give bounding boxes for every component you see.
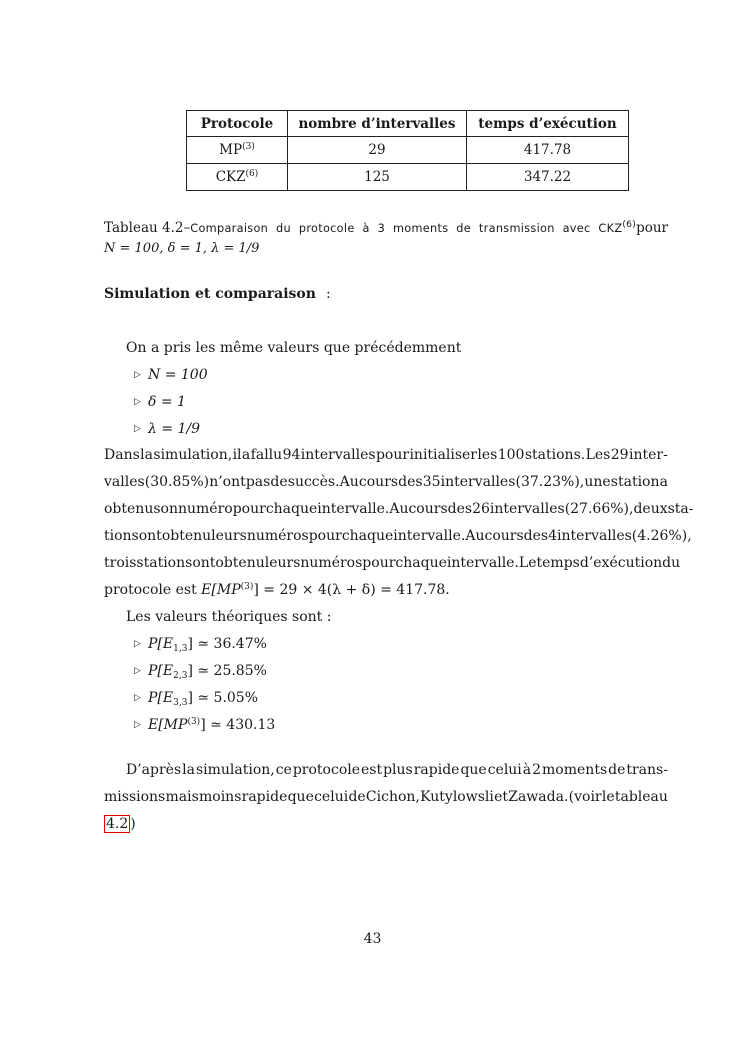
- page-number: 43: [363, 931, 382, 947]
- word: la: [140, 447, 153, 463]
- word: obtenu: [104, 501, 154, 517]
- protocol-name: MP: [219, 142, 243, 158]
- word: trois: [104, 555, 137, 571]
- header-intervals: nombre d’intervalles: [288, 111, 467, 137]
- word: chaque: [341, 528, 394, 544]
- word: simulation,: [195, 762, 275, 778]
- word: son: [153, 501, 178, 517]
- word: a: [241, 447, 251, 463]
- word: trans-: [626, 762, 668, 778]
- word: de: [348, 789, 366, 805]
- table-cell-intervals: 29: [288, 137, 467, 164]
- list-item: [134, 636, 267, 652]
- protocol-superscript: (3): [242, 142, 255, 152]
- word: (37.23%),: [515, 474, 585, 490]
- word: une: [584, 474, 611, 490]
- caption-text-body: Comparaison du protocole à 3 moments de transmission avec CKZ: [190, 222, 623, 235]
- list-item: [134, 394, 186, 410]
- comparison-table: [186, 110, 629, 191]
- word: à: [522, 762, 532, 778]
- list-item: [134, 421, 200, 437]
- word: rapide: [241, 789, 288, 805]
- word: intervalle.: [446, 555, 519, 571]
- word: 29: [610, 447, 629, 463]
- word: ce: [275, 762, 292, 778]
- word: chaque: [265, 501, 318, 517]
- word: de: [270, 474, 288, 490]
- theory-subscript: 1,3: [173, 644, 188, 654]
- section-title-colon: :: [325, 286, 331, 302]
- word: pour: [375, 447, 410, 463]
- word: cours: [484, 528, 524, 544]
- paragraph2-line: [104, 789, 668, 805]
- caption-label: Tableau 4.2: [104, 220, 184, 236]
- theory-subscript: 3,3: [173, 698, 188, 708]
- table-row: [187, 164, 629, 191]
- word: intervalles: [440, 474, 516, 490]
- word: les: [477, 447, 498, 463]
- word: inter-: [628, 447, 668, 463]
- paragraph1-line: [104, 501, 694, 517]
- triangle-bullet-icon: ▷: [134, 424, 141, 434]
- word: numéros: [246, 528, 309, 544]
- word: leurs: [264, 555, 301, 571]
- paragraph1-line: [104, 528, 692, 544]
- word: (30.85%): [144, 474, 210, 490]
- param-lambda: λ = 1/9: [148, 421, 201, 437]
- paragraph1-last-prefix: protocole est: [104, 582, 202, 598]
- table-cell-protocol: [187, 137, 288, 164]
- word: cours: [408, 501, 448, 517]
- word: leurs: [211, 528, 247, 544]
- list-item: [134, 367, 208, 383]
- word: Au: [465, 528, 485, 544]
- word: Dans: [104, 447, 140, 463]
- paragraph2-line: [126, 762, 668, 778]
- section-title-text: Simulation et comparaison: [104, 286, 316, 302]
- word: moins: [199, 789, 242, 805]
- triangle-bullet-icon: ▷: [134, 693, 141, 703]
- header-protocole: Protocole: [187, 111, 288, 137]
- table-header-row: [187, 111, 629, 137]
- word: celui: [314, 789, 349, 805]
- word: intervalle.: [317, 501, 390, 517]
- word: sta-: [667, 501, 694, 517]
- word: stations.: [524, 447, 586, 463]
- word: succès.: [287, 474, 340, 490]
- theory-lhs: P[E: [148, 663, 174, 679]
- param-n: N = 100: [148, 367, 208, 383]
- word: stations: [136, 555, 193, 571]
- word: intervalle.: [393, 528, 466, 544]
- word: intervalles: [300, 447, 376, 463]
- word: intervalles: [557, 528, 632, 544]
- word: Zawada.: [508, 789, 569, 805]
- word: le: [601, 789, 615, 805]
- word: initialiser: [409, 447, 477, 463]
- word: 94: [282, 447, 301, 463]
- word: deux: [633, 501, 668, 517]
- header-time: temps d’exécution: [467, 111, 629, 137]
- list-item: [134, 717, 275, 733]
- word: Cichon,: [365, 789, 420, 805]
- word: la: [182, 762, 195, 778]
- word: intervalles: [489, 501, 565, 517]
- word: 4: [548, 528, 558, 544]
- word: simulation,: [153, 447, 233, 463]
- table-reference-link[interactable]: 4.2: [106, 816, 129, 832]
- word: pas: [245, 474, 271, 490]
- paragraph1-last-line: [104, 582, 450, 598]
- paragraph1-line: [104, 474, 668, 490]
- triangle-bullet-icon: ▷: [134, 666, 141, 676]
- word: obtenu: [161, 528, 212, 544]
- word: (voir: [568, 789, 602, 805]
- word: du: [662, 555, 681, 571]
- word: valles: [104, 474, 145, 490]
- theory-rhs: ] ≃ 25.85%: [187, 663, 267, 679]
- theory-subscript: 2,3: [173, 671, 188, 681]
- word: (4.26%),: [631, 528, 692, 544]
- paragraph1-line: [104, 555, 681, 571]
- word: tableau: [614, 789, 668, 805]
- triangle-bullet-icon: ▷: [134, 397, 141, 407]
- word: pour: [308, 528, 342, 544]
- word: obtenu: [215, 555, 265, 571]
- word: d’exécution: [579, 555, 663, 571]
- formula-superscript: (3): [240, 582, 254, 592]
- theory-rhs: ] ≃ 5.05%: [187, 690, 259, 706]
- word: 100: [497, 447, 525, 463]
- formula-rest: ] = 29 × 4(λ + δ) = 417.78.: [253, 582, 450, 598]
- word: pour: [362, 555, 396, 571]
- word: des: [398, 474, 423, 490]
- word: Kutylowsli: [420, 789, 494, 805]
- table-cell-intervals: 125: [288, 164, 467, 191]
- word: celui: [487, 762, 522, 778]
- formula-expected-time: E[MP: [201, 582, 241, 598]
- caption-params: N = 100, δ = 1, λ = 1/9: [104, 241, 260, 256]
- word: que: [287, 789, 314, 805]
- word: station: [610, 474, 660, 490]
- param-delta: δ = 1: [148, 394, 186, 410]
- table-cell-time: 417.78: [467, 137, 629, 164]
- word: est: [361, 762, 383, 778]
- word: que: [460, 762, 487, 778]
- paragraph2-last-line: [104, 816, 136, 832]
- word: Les: [585, 447, 611, 463]
- caption-superscript: (6): [622, 220, 637, 230]
- word: ont: [192, 555, 216, 571]
- caption-text: [190, 222, 636, 235]
- caption-tail: pour: [636, 220, 668, 236]
- word: temps: [536, 555, 580, 571]
- paragraph1-line: [104, 447, 668, 463]
- list-item: [134, 663, 267, 679]
- word: moments: [542, 762, 608, 778]
- word: numéro: [177, 501, 233, 517]
- theory-rhs: ] ≃ 430.13: [200, 717, 276, 733]
- word: chaque: [395, 555, 447, 571]
- word: D’après: [126, 762, 182, 778]
- theory-superscript: (3): [187, 717, 201, 727]
- triangle-bullet-icon: ▷: [134, 720, 141, 730]
- list-item: [134, 690, 258, 706]
- theory-lhs: P[E: [148, 636, 174, 652]
- word: Au: [339, 474, 359, 490]
- theory-lhs: E[MP: [148, 717, 188, 733]
- word: Le: [518, 555, 537, 571]
- word: il: [232, 447, 242, 463]
- word: missions: [104, 789, 166, 805]
- word: protocole: [292, 762, 361, 778]
- word: des: [523, 528, 549, 544]
- word: 35: [422, 474, 441, 490]
- word: mais: [165, 789, 199, 805]
- word: fallu: [250, 447, 283, 463]
- table-caption: [104, 220, 668, 236]
- word: de: [608, 762, 626, 778]
- word: plus: [383, 762, 413, 778]
- triangle-bullet-icon: ▷: [134, 639, 141, 649]
- theory-rhs: ] ≃ 36.47%: [187, 636, 267, 652]
- word: et: [494, 789, 508, 805]
- word: ont: [138, 528, 162, 544]
- word: n’ont: [209, 474, 246, 490]
- word: des: [447, 501, 473, 517]
- word: rapide: [413, 762, 460, 778]
- word: 26: [472, 501, 490, 517]
- word: pour: [232, 501, 266, 517]
- word: Au: [389, 501, 409, 517]
- word: tions: [104, 528, 139, 544]
- caption-dash: –: [183, 220, 191, 236]
- paragraph2-end: ): [130, 816, 136, 832]
- intro-text: On a pris les même valeurs que précédemment: [126, 340, 462, 356]
- protocol-name: CKZ: [215, 169, 246, 185]
- table-cell-time: 347.22: [467, 164, 629, 191]
- section-title: [104, 286, 331, 302]
- protocol-superscript: (6): [245, 169, 259, 179]
- table-row: [187, 137, 629, 164]
- word: cours: [358, 474, 399, 490]
- theory-intro: Les valeurs théoriques sont :: [126, 609, 332, 625]
- table-cell-protocol: [187, 164, 288, 191]
- word: numéros: [300, 555, 363, 571]
- theory-lhs: P[E: [148, 690, 174, 706]
- triangle-bullet-icon: ▷: [134, 370, 141, 380]
- word: (27.66%),: [564, 501, 634, 517]
- word: 2: [532, 762, 542, 778]
- word: a: [659, 474, 668, 490]
